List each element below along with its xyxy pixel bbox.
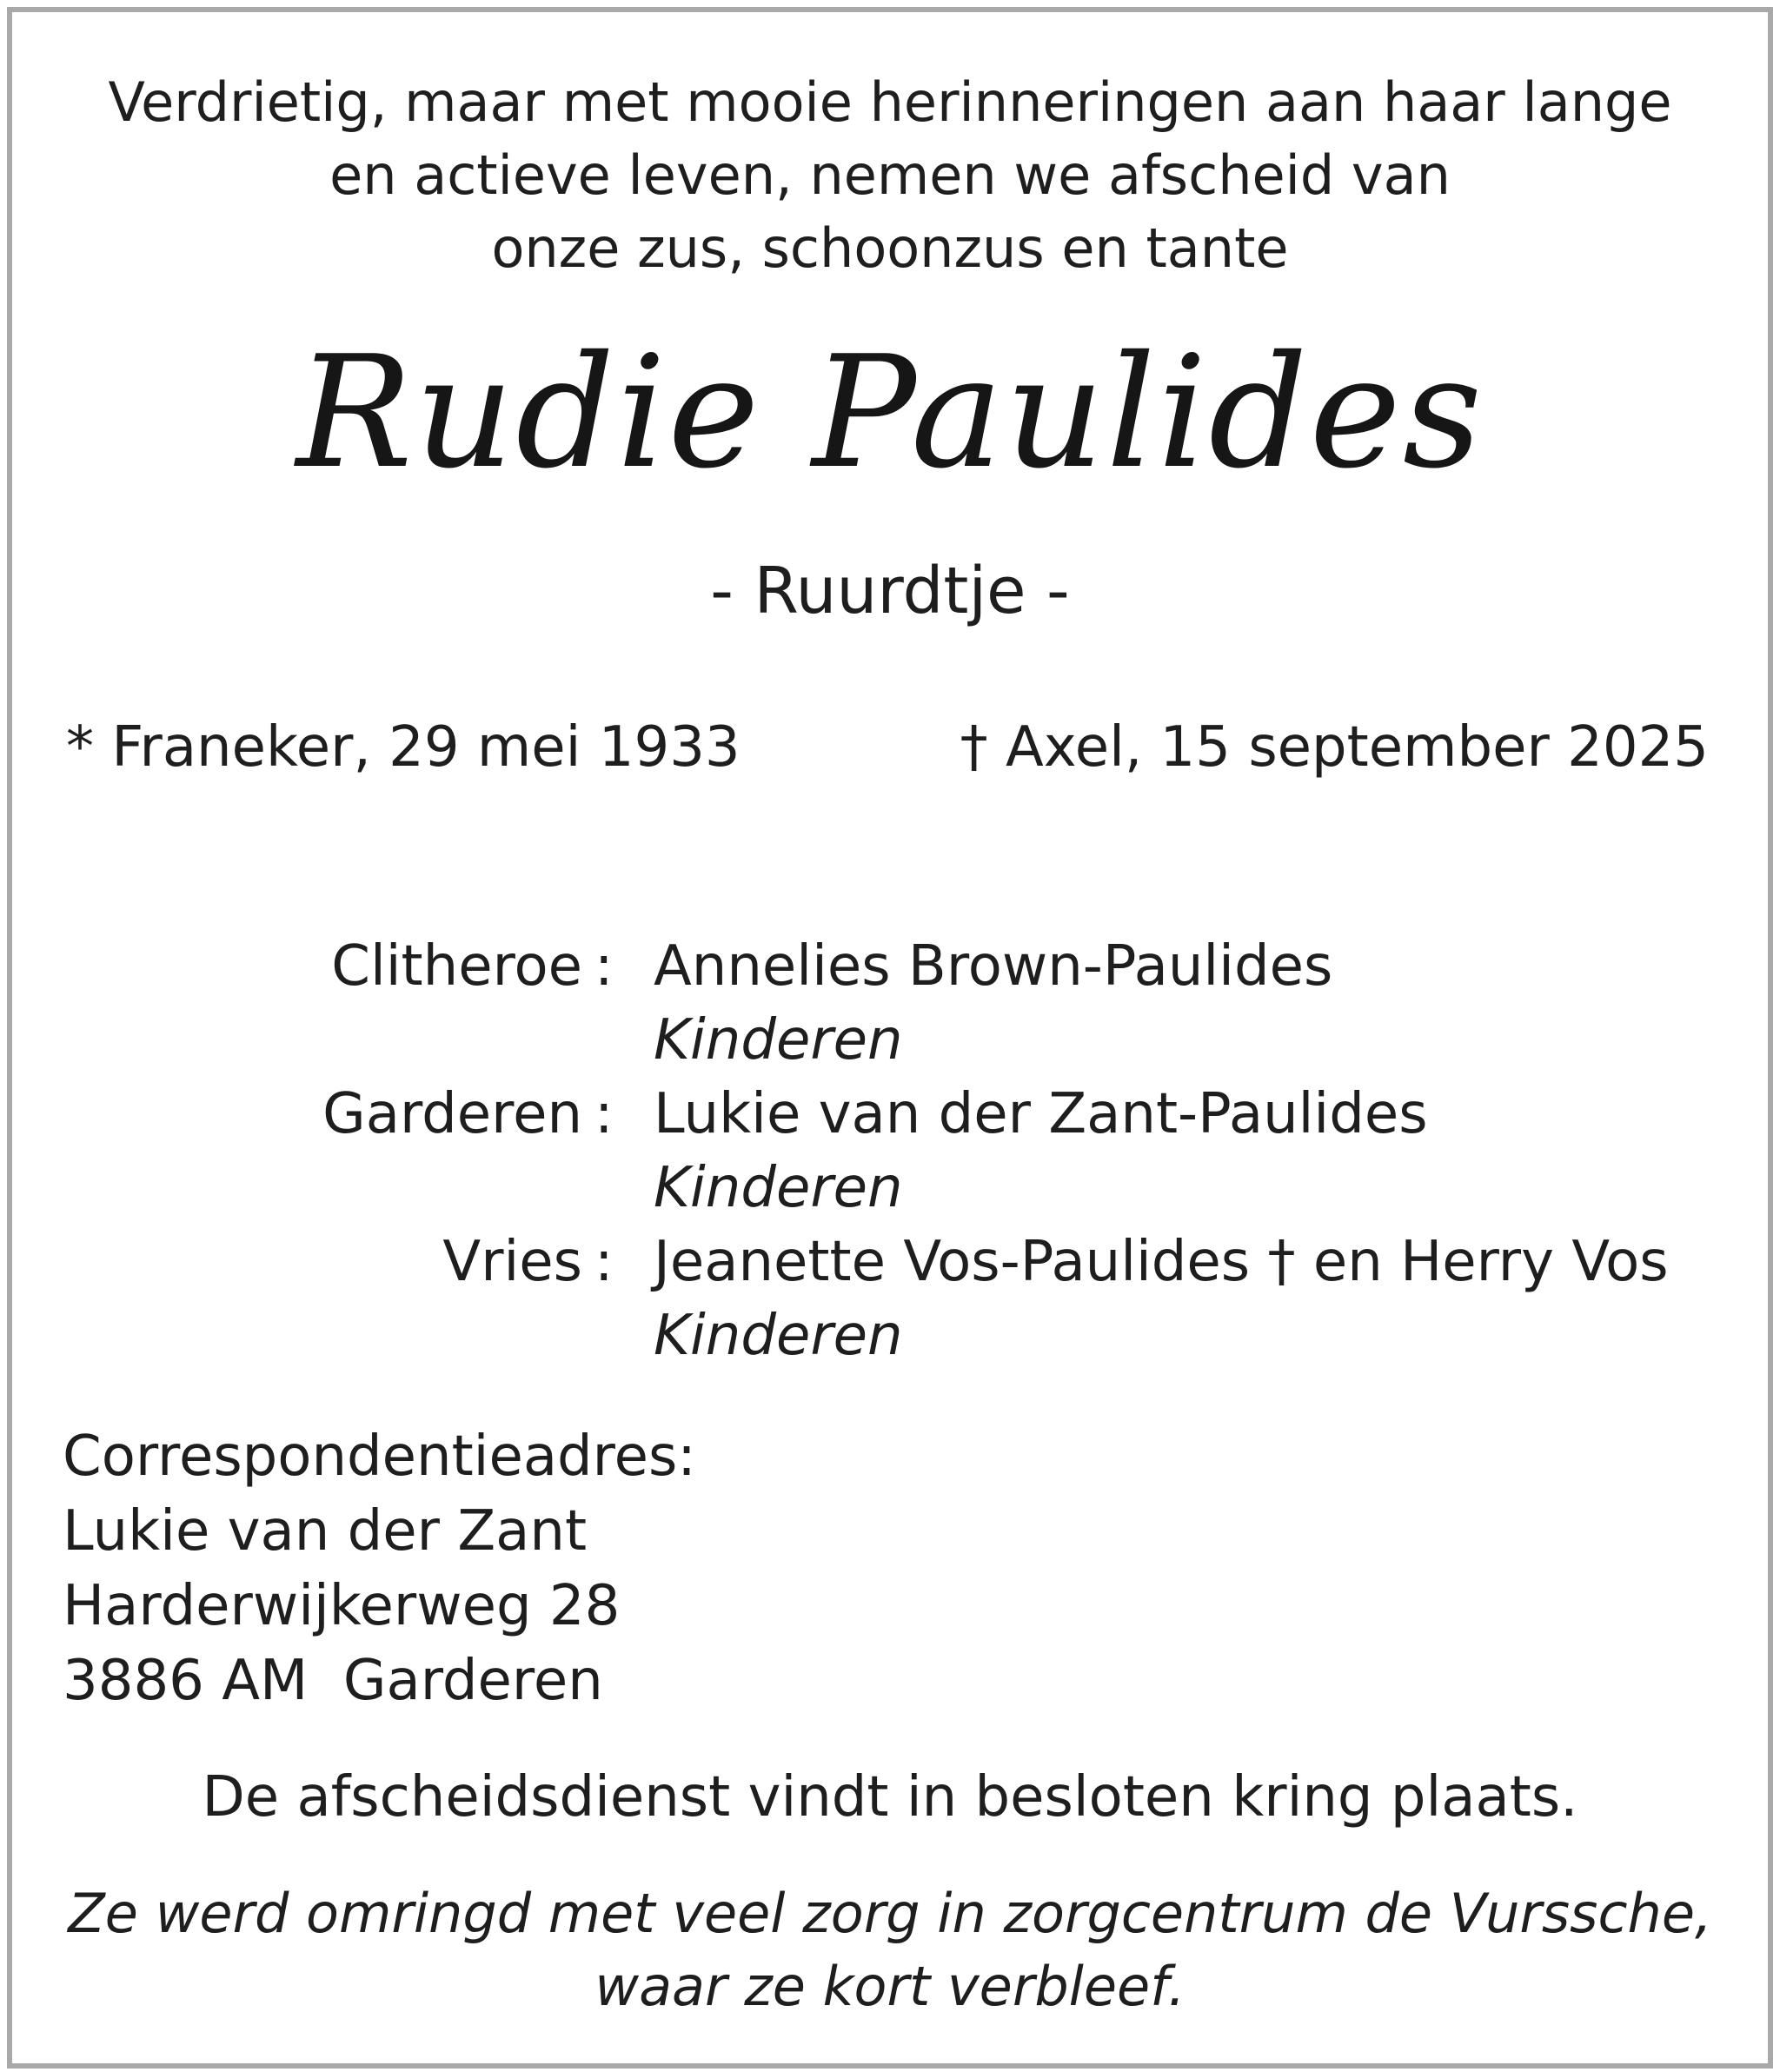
closing-text (0, 1877, 1780, 2023)
family-name: Annelies Brown-Paulides (654, 934, 1333, 999)
service-notice: De afscheidsdienst vindt in besloten kring plaats. (202, 1765, 1578, 1830)
closing-line: Ze werd omringd met veel zorg in zorgcentrum de Vurssche, (68, 1882, 1712, 1945)
family-list (0, 930, 1780, 1373)
family-children: Kinderen (654, 1156, 903, 1220)
death-date: † Axel, 15 september 2025 (960, 715, 1709, 780)
family-place: Garderen (322, 1082, 582, 1146)
address-street: Harderwijkerweg 28 (63, 1574, 621, 1638)
address-label: Correspondentieadres: (63, 1424, 696, 1489)
birth-date: * Franeker, 29 mei 1933 (66, 715, 741, 780)
address-name: Lukie van der Zant (63, 1499, 588, 1564)
closing-line: waar ze kort verbleef. (594, 1955, 1186, 2018)
intro-line: Verdrietig, maar met mooie herinneringen aan haar lange (108, 70, 1672, 134)
family-entry (0, 1225, 1780, 1373)
family-separator: : (594, 934, 614, 999)
address-city: 3886 AM Garderen (63, 1649, 603, 1713)
family-entry (0, 930, 1780, 1078)
family-children: Kinderen (654, 1304, 903, 1368)
correspondence-address (63, 1419, 696, 1718)
family-name: Lukie van der Zant-Paulides (654, 1082, 1428, 1146)
family-entry (0, 1078, 1780, 1225)
family-separator: : (594, 1082, 614, 1146)
intro-line: en actieve leven, nemen we afscheid van (329, 143, 1451, 207)
family-place: Vries (442, 1230, 582, 1294)
intro-line: onze zus, schoonzus en tante (491, 216, 1289, 280)
family-place: Clitheroe (331, 934, 582, 999)
family-separator: : (594, 1230, 614, 1294)
nickname: - Ruurdtje - (710, 554, 1070, 628)
family-children: Kinderen (654, 1008, 903, 1073)
family-name: Jeanette Vos-Paulides † en Herry Vos (654, 1230, 1669, 1294)
deceased-name: Rudie Paulides (296, 322, 1484, 502)
intro-text (0, 66, 1780, 285)
